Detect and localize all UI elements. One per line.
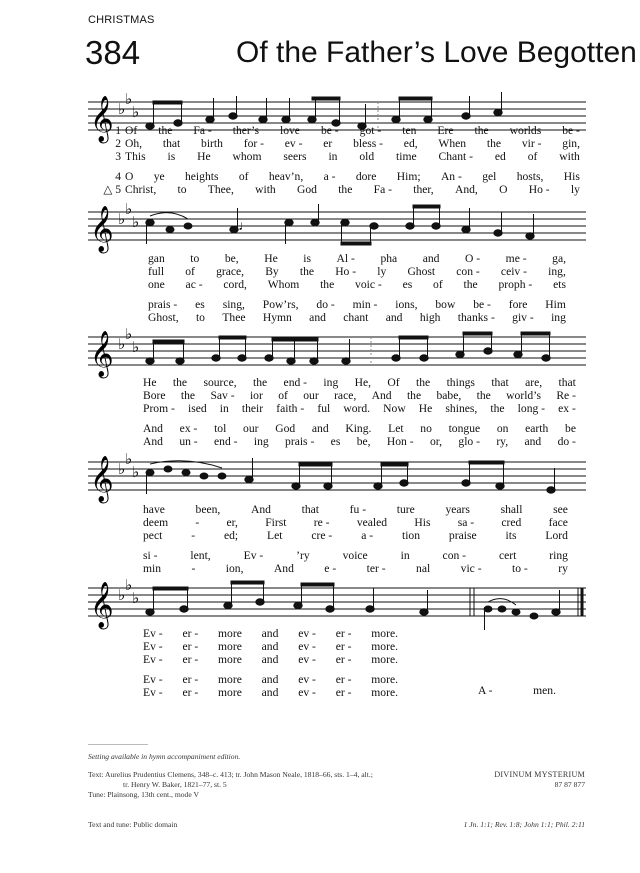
hymn-number: 384 bbox=[85, 34, 141, 71]
scripture-references: 1 Jn. 1:1; Rev. 1:8; John 1:1; Phil. 2:11 bbox=[463, 820, 585, 829]
verse-3-line: pect - ed; Let cre - a - tion praise its Lord bbox=[143, 528, 568, 542]
verse-3-line: Ev - er - more and ev - er - more. bbox=[143, 652, 398, 666]
verse-2-line: Ev - er - more and ev - er - more. bbox=[143, 639, 398, 653]
music-staff-3 bbox=[88, 327, 586, 383]
verse-4-line: si - lent, Ev - ’ry voice in con - cert ring bbox=[143, 549, 568, 563]
verse-4-line: Ev - er - more and ev - er - more. bbox=[143, 673, 398, 687]
svg-text:♭: ♭ bbox=[132, 213, 140, 231]
svg-text:♭: ♭ bbox=[118, 460, 126, 478]
svg-text:𝄞: 𝄞 bbox=[90, 331, 114, 377]
svg-text:♭: ♭ bbox=[118, 335, 126, 353]
verse-2-line: Bore the Sav - ior of our race, And the babe, the world’s Re - bbox=[143, 388, 576, 402]
svg-text:𝄞: 𝄞 bbox=[90, 582, 114, 628]
music-staff-5 bbox=[88, 578, 586, 634]
section-label: CHRISTMAS bbox=[88, 14, 155, 26]
tune-credit: Tune: Plainsong, 13th cent., mode V bbox=[88, 790, 199, 799]
verse-2-line: deem - er, First re - vealed His sa - cred face bbox=[143, 515, 568, 529]
verse-4-line: And ex - tol our God and King. Let no tongue on earth be bbox=[143, 422, 576, 436]
verse-2-line: 2 Oh, that birth for - ev - er bless - ed, When the vir - gin, bbox=[115, 136, 580, 150]
svg-text:♭: ♭ bbox=[132, 103, 140, 121]
footer-divider bbox=[88, 744, 148, 745]
verse-5-line: Ghost, to Thee Hymn and chant and high thanks - giv - ing bbox=[148, 311, 566, 325]
verse-1-line: 1 Of the Fa - ther’s love be - got - ten Ere the worlds be - bbox=[115, 124, 580, 137]
svg-text:♭: ♭ bbox=[118, 100, 126, 118]
svg-text:𝄞: 𝄞 bbox=[90, 456, 114, 502]
hymn-title: Of the Father’s Love Begotten bbox=[236, 36, 637, 69]
text-credit: Text: Aurelius Prudentius Clemens, 348–c. 413; tr. John Mason Neale, 1818–66, sts. 1–4, alt.; bbox=[88, 770, 373, 779]
svg-text:♭: ♭ bbox=[132, 463, 140, 481]
verse-3-line: one ac - cord, Whom the voic - es of the proph - ets bbox=[148, 277, 566, 291]
verse-3-line: Prom - ised in their faith - ful word. Now He shines, the long - ex - bbox=[143, 401, 576, 415]
verse-5-line: △ 5 Christ, to Thee, with God the Fa - ther, And, O Ho - ly bbox=[103, 183, 580, 197]
verse-5-line: And un - end - ing prais - es be, Hon - or, glo - ry, and do - bbox=[143, 435, 576, 449]
verse-3-line: 3 This is He whom seers in old time Chant - ed of with bbox=[115, 149, 580, 163]
svg-text:♭: ♭ bbox=[125, 202, 133, 218]
lyrics-system-4 bbox=[143, 504, 568, 576]
lyrics-system-2 bbox=[148, 253, 566, 325]
svg-text:♩: ♩ bbox=[238, 219, 252, 234]
verse-1-line: have been, And that fu - ture years shall see bbox=[143, 503, 568, 516]
lyrics-system-5 bbox=[143, 628, 398, 700]
amen-lyrics: A - men. bbox=[478, 684, 556, 697]
svg-text:♭: ♭ bbox=[132, 338, 140, 356]
verse-5-line: Ev - er - more and ev - er - more. bbox=[143, 686, 398, 700]
lyrics-system-1 bbox=[103, 124, 580, 197]
music-staff-2 bbox=[88, 202, 586, 258]
svg-text:𝄞: 𝄞 bbox=[90, 206, 114, 252]
verse-2-line: full of grace, By the Ho - ly Ghost con - ceiv - ing, bbox=[148, 264, 566, 278]
lyrics-system-3 bbox=[143, 377, 576, 449]
verse-1-line: He the source, the end - ing He, Of the things that are, that bbox=[143, 376, 576, 389]
verse-4-line: 4 O ye heights of heav’n, a - dore Him; An - gel hosts, His bbox=[115, 170, 580, 184]
verse-1-line: gan to be, He is Al - pha and O - me - ga, bbox=[148, 252, 566, 265]
svg-text:♭: ♭ bbox=[132, 589, 140, 607]
text-credit-continued: tr. Henry W. Baker, 1821–77, st. 5 bbox=[123, 780, 227, 789]
verse-1-line: Ev - er - more and ev - er - more. bbox=[143, 627, 398, 640]
svg-text:♭: ♭ bbox=[118, 586, 126, 604]
svg-text:♭: ♭ bbox=[125, 452, 133, 468]
copyright: Text and tune: Public domain bbox=[88, 820, 178, 829]
svg-text:♭: ♭ bbox=[125, 92, 133, 108]
tune-name: DIVINUM MYSTERIUM bbox=[494, 770, 585, 779]
svg-text:♭: ♭ bbox=[118, 210, 126, 228]
verse-5-line: min - ion, And e - ter - nal vic - to - ry bbox=[143, 562, 568, 576]
meter: 87 87 877 bbox=[554, 780, 585, 789]
svg-text:𝄞: 𝄞 bbox=[90, 96, 114, 142]
svg-text:♭: ♭ bbox=[125, 327, 133, 343]
music-staff-4 bbox=[88, 452, 586, 508]
accompaniment-note: Setting available in hymn accompaniment edition. bbox=[88, 752, 241, 761]
svg-text:♭: ♭ bbox=[125, 578, 133, 594]
verse-4-line: prais - es sing, Pow’rs, do - min - ions, bow be - fore Him bbox=[148, 298, 566, 312]
